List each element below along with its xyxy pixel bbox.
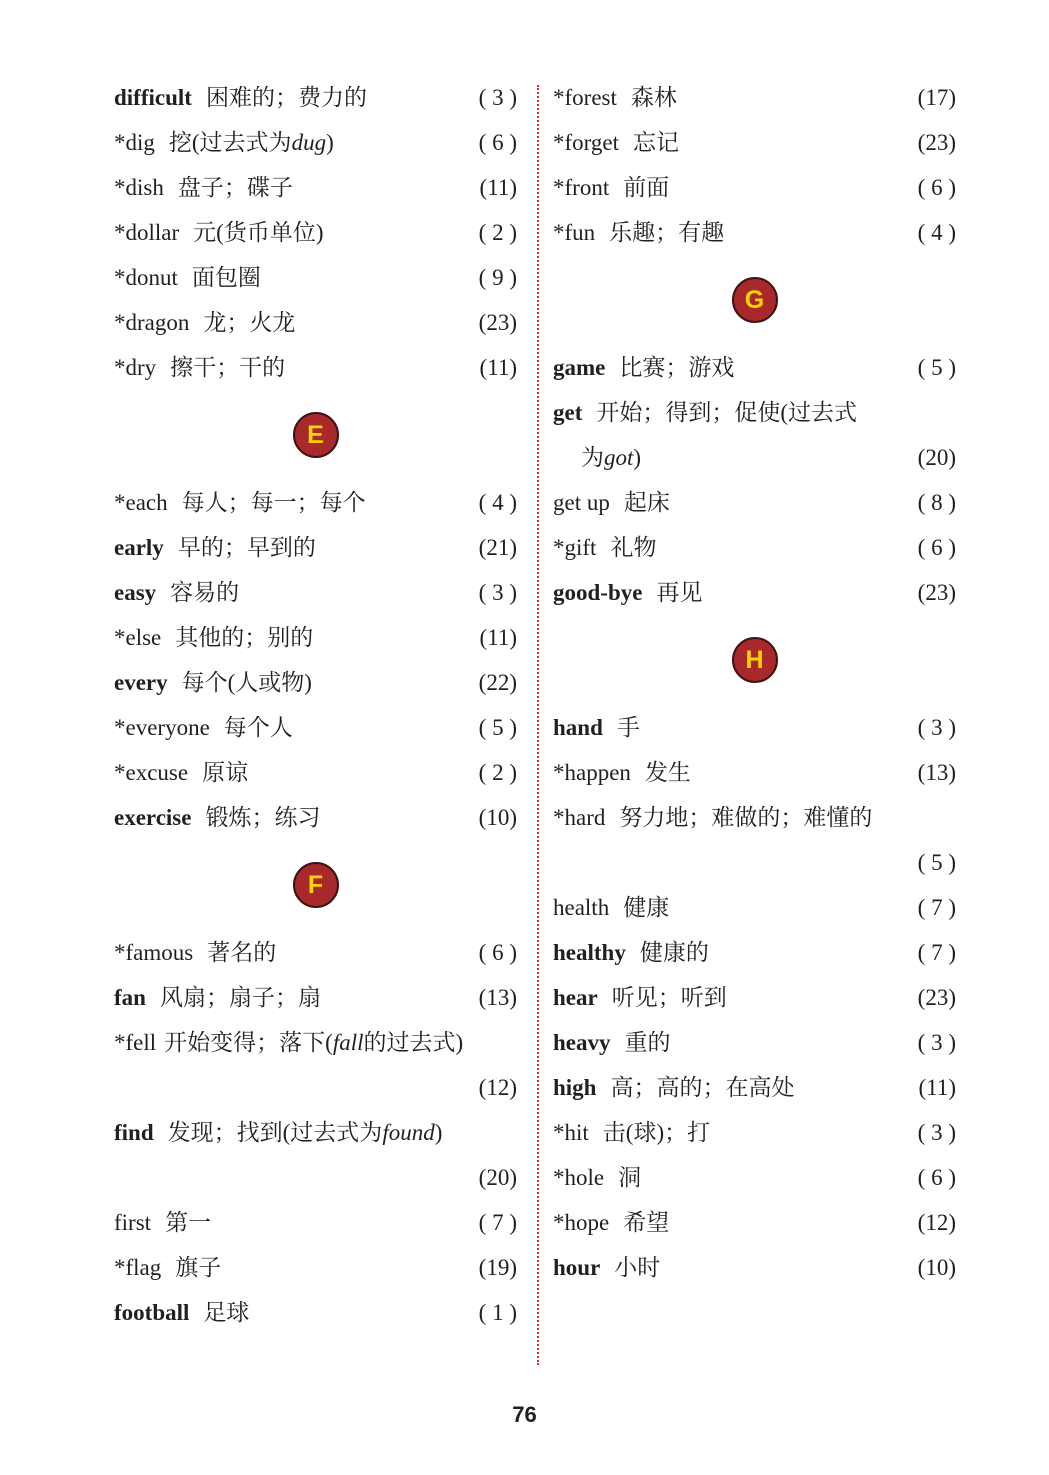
entry-difficult: difficult 困难的；费力的 ( 3 ) xyxy=(114,85,517,110)
entry-every: every 每个(人或物) (22) xyxy=(114,670,517,695)
entry-first: first 第一 ( 7 ) xyxy=(114,1210,517,1235)
entry-dragon: *dragon 龙；火龙 (23) xyxy=(114,310,517,335)
entry-exercise: exercise 锻炼；练习 (10) xyxy=(114,805,517,830)
entry-hour: hour 小时 (10) xyxy=(553,1255,956,1280)
entry-get: get 开始；得到；促使(过去式 为got) (20) xyxy=(553,400,956,470)
entry-excuse: *excuse 原谅 ( 2 ) xyxy=(114,760,517,785)
entry-donut: *donut 面包圈 ( 9 ) xyxy=(114,265,517,290)
entry-hit: *hit 击(球)；打 ( 3 ) xyxy=(553,1120,956,1145)
letter-badge-f: F xyxy=(293,862,339,908)
entry-each: *each 每人；每一；每个 ( 4 ) xyxy=(114,490,517,515)
entry-game: game 比赛；游戏 ( 5 ) xyxy=(553,355,956,380)
entry-forget: *forget 忘记 (23) xyxy=(553,130,956,155)
section-g xyxy=(553,255,956,345)
entry-football: football 足球 ( 1 ) xyxy=(114,1300,517,1325)
page-number: 76 xyxy=(512,1402,537,1427)
entry-health: health 健康 ( 7 ) xyxy=(553,895,956,920)
letter-badge-h: H xyxy=(732,637,778,683)
entry-gift: *gift 礼物 ( 6 ) xyxy=(553,535,956,560)
letter-badge-e: E xyxy=(293,412,339,458)
entry-flag: *flag 旗子 (19) xyxy=(114,1255,517,1280)
entry-hand: hand 手 ( 3 ) xyxy=(553,715,956,740)
section-h xyxy=(553,615,956,705)
entry-famous: *famous 著名的 ( 6 ) xyxy=(114,940,517,965)
entry-fell: *fell 开始变得；落下(fall的过去式) (12) xyxy=(114,1030,517,1100)
left-column xyxy=(114,75,517,1335)
entry-hear: hear 听见；听到 (23) xyxy=(553,985,956,1010)
entry-easy: easy 容易的 ( 3 ) xyxy=(114,580,517,605)
entry-fun: *fun 乐趣；有趣 ( 4 ) xyxy=(553,220,956,245)
section-f xyxy=(114,840,517,930)
entry-hope: *hope 希望 (12) xyxy=(553,1210,956,1235)
entry-everyone: *everyone 每个人 ( 5 ) xyxy=(114,715,517,740)
letter-badge-g: G xyxy=(732,277,778,323)
column-divider xyxy=(537,85,539,1365)
entry-front: *front 前面 ( 6 ) xyxy=(553,175,956,200)
entry-forest: *forest 森林 (17) xyxy=(553,85,956,110)
entry-good-bye: good-bye 再见 (23) xyxy=(553,580,956,605)
entry-hole: *hole 洞 ( 6 ) xyxy=(553,1165,956,1190)
entry-dig: *dig 挖(过去式为dug) ( 6 ) xyxy=(114,130,517,155)
entry-high: high 高；高的；在高处 (11) xyxy=(553,1075,956,1100)
entry-dry: *dry 擦干；干的 (11) xyxy=(114,355,517,380)
entry-fan: fan 风扇；扇子；扇 (13) xyxy=(114,985,517,1010)
entry-dollar: *dollar 元(货币单位) ( 2 ) xyxy=(114,220,517,245)
section-e xyxy=(114,390,517,480)
entry-dish: *dish 盘子；碟子 (11) xyxy=(114,175,517,200)
entry-get-up: get up 起床 ( 8 ) xyxy=(553,490,956,515)
entry-else: *else 其他的；别的 (11) xyxy=(114,625,517,650)
right-column xyxy=(553,75,956,1290)
entry-happen: *happen 发生 (13) xyxy=(553,760,956,785)
entry-healthy: healthy 健康的 ( 7 ) xyxy=(553,940,956,965)
entry-heavy: heavy 重的 ( 3 ) xyxy=(553,1030,956,1055)
entry-find: find 发现；找到(过去式为found) (20) xyxy=(114,1120,517,1190)
entry-early: early 早的；早到的 (21) xyxy=(114,535,517,560)
entry-hard: *hard 努力地；难做的；难懂的 ( 5 ) xyxy=(553,805,956,875)
